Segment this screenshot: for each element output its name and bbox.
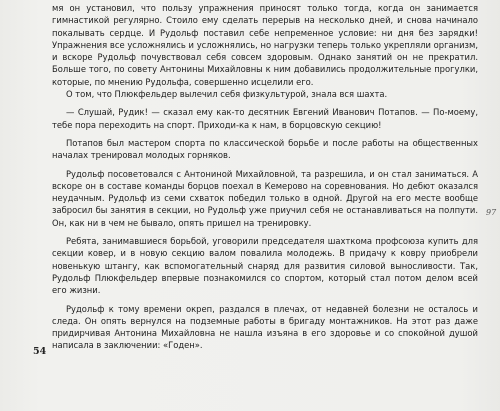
margin-mark: 97: [486, 208, 497, 217]
paragraph-2: О том, что Плюкфельдер вылечил себя физкультурой, знала вся шахта.: [66, 89, 388, 100]
paragraph-4: Потапов был мастером спорта по классической борьбе и после работы на общественных началах тренировал молодых горняков.: [52, 137, 478, 161]
page-text: [52, 2, 478, 352]
paragraph-7: Рудольф к тому времени окреп, раздался в плечах, от недавней болезни не осталось и следа. Он опять вернулся на подземные работы в бригаду монтажников. На этот раз даже придирчивая Антонина Михайловна не нашла изъяна в его здоровье и со спокойной душой написала в заключении: «Годен».: [52, 303, 478, 351]
paragraph-1: мя он установил, что пользу упражнения приносят только тогда, когда он занимается гимнастикой регулярно. Стоило ему сделать перерыв на несколько дней, и снова начинало покалывать сердце. И Рудольф поставил себе непременное условие: ни дня без зарядки! Упражнения все усложнялись и усложнялись, но нагрузки теперь только укрепляли организм, и вскоре Рудольф почувствовал себя совсем здоровым. Однако занятий он не прекратил. Больше того, по совету Антонины Михайловны к ним добавились продолжительные прогулки, которые, по мнению Рудольфа, совершенно исцелили его.: [52, 3, 478, 87]
paragraph-3: — Слушай, Рудик! — сказал ему как-то десятник Евгений Иванович Потапов. — По-моему, тебе пора переходить на спорт. Приходи-ка к нам, в борцовскую секцию!: [52, 107, 478, 130]
paragraph-6: Ребята, занимавшиеся борьбой, уговорили председателя шахткома профсоюза купить для секции ковер, и в новую секцию валом повалила молодежь. В придачу к ковру приобрели новенькую штангу, как вспомогательный снаряд для развития силовой выносливости. Так, Рудольф Плюкфельдер впервые познакомился со спортом, который стал потом делом всей его жизни.: [52, 236, 478, 296]
paragraph-5: Рудольф посоветовался с Антониной Михайловной, та разрешила, и он стал заниматься. А вскоре он в составе команды борцов поехал в Кемерово на соревнования. Но дебют оказался неудачным. Рудольф из семи схваток победил только в одной. Другой на его месте вообще забросил бы занятия в секции, но Рудольф уже приучил себя не останавливаться на полпути. Он, как ни в чем не бывало, опять пришел на тренировку.: [52, 168, 478, 228]
page-number: 54: [33, 346, 47, 357]
